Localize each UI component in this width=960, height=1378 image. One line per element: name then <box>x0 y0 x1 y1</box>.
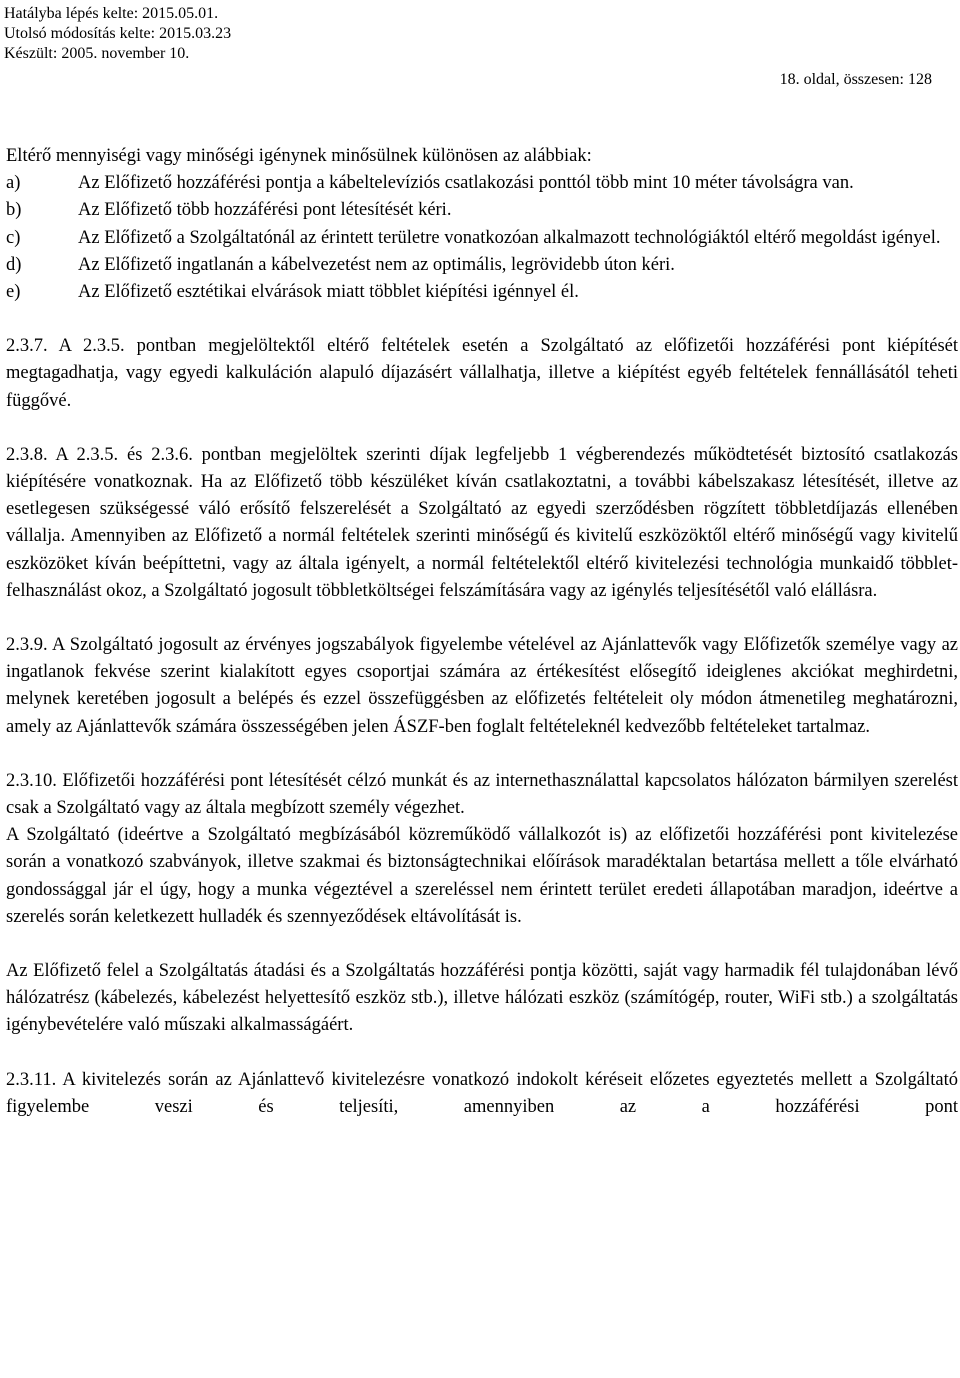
section-2-3-10-continued: A Szolgáltató (ideértve a Szolgáltató megbízásából közreműködő vállalkozót is) az előfizetői hozzáférési pont kivitelezése során a vonatkozó szabványok, illetve szakmai és biztonságtechnikai előírások maradéktalan betartása mellett a tőle elvárható gondossággal jár el úgy, hogy a munka végeztével a szereléssel nem érintett terület eredeti állapotában maradjon, ideértve a szerelés során keletkezett hulladék és szennyeződések eltávolítását is. <box>6 825 958 927</box>
list-item-label: b) <box>6 200 22 221</box>
list-item <box>6 225 958 252</box>
created-date: Készült: 2005. november 10. <box>4 45 190 62</box>
list-item-text: Az Előfizető több hozzáférési pont létesítését kéri. <box>78 200 452 221</box>
page-counter: 18. oldal, összesen: 128 <box>779 71 932 88</box>
list-item-label: a) <box>6 173 21 194</box>
list-item-text: Az Előfizető a Szolgáltatónál az érintett területre vonatkozóan alkalmazott technológiáktól eltérő megoldást igényel. <box>78 227 941 248</box>
section-2-3-10: 2.3.10. Előfizetői hozzáférési pont létesítését célzó munkát és az internethasználattal kapcsolatos hálózaton bármilyen szerelést csak a Szolgáltató vagy az általa megbízott személy végezhet. <box>6 770 958 819</box>
liability-paragraph: Az Előfizető felel a Szolgáltatás átadási és a Szolgáltatás hozzáférési pontja közötti, saját vagy harmadik fél tulajdonában lévő hálózatrész (kábelezés, kábelezést helyettesítő eszköz stb.), illetve hálózati eszköz (számítógép, router, WiFi stb.) a szolgáltatás igénybevételére való műszaki alkalmasságáért. <box>6 961 958 1036</box>
section-2-3-7: 2.3.7. A 2.3.5. pontban megjelöltektől eltérő feltételek esetén a Szolgáltató az előfizetői hozzáférési pont kiépítését megtagadhatja, vagy egyedi kalkuláción alapuló díjazásért vállalhatja, illetve a kiépítést egyéb feltételek fennállásától teheti függővé. <box>6 336 958 411</box>
list-item-label: e) <box>6 282 21 303</box>
list-item <box>6 170 958 197</box>
list-item-label: d) <box>6 254 22 275</box>
effective-date: Hatályba lépés kelte: 2015.05.01. <box>4 5 219 22</box>
section-2-3-9: 2.3.9. A Szolgáltató jogosult az érvényes jogszabályok figyelembe vételével az Ajánlattevők vagy Előfizetők személye vagy az ingatlanok fekvése szerint kialakított egyes csoportjai számára az értékesítést elősegítő ideiglenes akciókat meghirdetni, melynek keretében jogosult a belépés és ezzel összefüggésben az előfizetés feltételeit oly módon átmenetileg meghatározni, amely az Ajánlattevők számára összességében jelen ÁSZF-ben foglalt feltételeknél kedvezőbb feltételeket tartalmaz. <box>6 635 958 737</box>
list-item-label: c) <box>6 227 21 248</box>
last-modified-date: Utolsó módosítás kelte: 2015.03.23 <box>4 25 232 42</box>
list-item <box>6 197 958 224</box>
section-2-3-8: 2.3.8. A 2.3.5. és 2.3.6. pontban megjelöltek szerinti díjak legfeljebb 1 végberendezés működtetését biztosító csatlakozás kiépítésére vonatkoznak. Ha az Előfizető több készüléket kíván csatlakoztatni, a további kábelszakasz létesítését, illetve az esetlegesen szükségessé váló erősítő felszerelését a Szolgáltató az egyedi szerződésben rögzített többletdíjazás ellenében vállalja. Amennyiben az Előfizető a normál feltételek szerinti minőségű és kivitelű eszközöktől eltérő minőségű vagy kivitelű eszközöket kíván beépíttetni, vagy az általa igényelt, a normál feltételektől eltérő kivitelezési technológia munkaidő többlet-felhasználást okoz, a Szolgáltató jogosult többletköltségei felszámítására vagy az igénylés teljesítésétől való elállásra. <box>6 444 958 601</box>
document-body <box>6 143 958 1121</box>
section-2-3-11: 2.3.11. A kivitelezés során az Ajánlattevő kivitelezésre vonatkozó indokolt kéréseit előzetes egyeztetés mellett a Szolgáltató figyelembe veszi és teljesíti, amennyiben az a hozzáférési pont <box>6 1069 958 1117</box>
list-item <box>6 279 958 306</box>
list-item <box>6 252 958 279</box>
list-item-text: Az Előfizető hozzáférési pontja a kábeltelevíziós csatlakozási ponttól több mint 10 méter távolságra van. <box>78 173 854 194</box>
list-item-text: Az Előfizető ingatlanán a kábelvezetést nem az optimális, legrövidebb úton kéri. <box>78 254 675 275</box>
list-item-text: Az Előfizető esztétikai elvárások miatt többlet kiépítési igénnyel él. <box>78 282 579 303</box>
intro-paragraph: Eltérő mennyiségi vagy minőségi igénynek minősülnek különösen az alábbiak: <box>6 146 592 166</box>
